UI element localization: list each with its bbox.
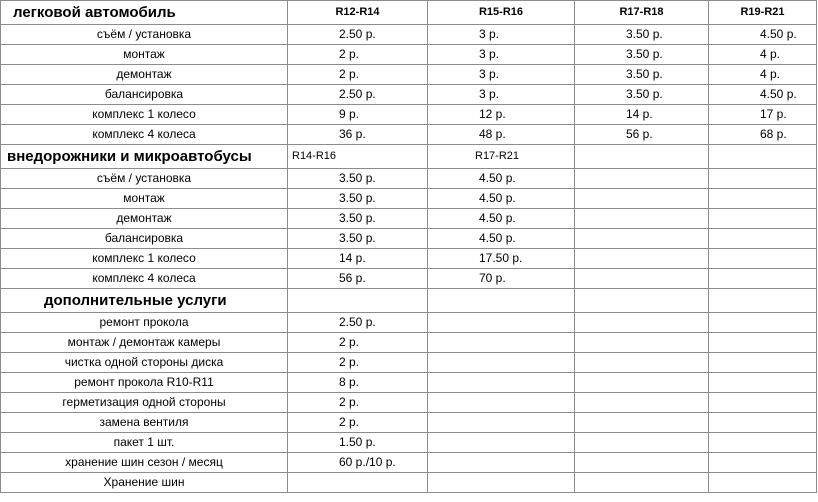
price-cell: 3.50 р.	[288, 229, 428, 249]
empty-cell	[428, 433, 575, 453]
price-cell: 14 р.	[288, 249, 428, 269]
empty-cell	[428, 289, 575, 313]
empty-cell	[428, 453, 575, 473]
empty-cell	[709, 229, 817, 249]
empty-cell	[575, 333, 709, 353]
price-cell: 4 р.	[709, 65, 817, 85]
table-row	[1, 453, 817, 473]
column-header: R17-R21	[428, 145, 575, 169]
empty-cell	[709, 393, 817, 413]
table-row	[1, 473, 817, 493]
table-row	[1, 313, 817, 333]
price-cell: 3.50 р.	[288, 209, 428, 229]
price-cell: 56 р.	[288, 269, 428, 289]
price-cell: 3 р.	[428, 45, 575, 65]
table-row	[1, 85, 817, 105]
empty-cell	[709, 189, 817, 209]
price-cell: 36 р.	[288, 125, 428, 145]
column-header: R14-R16	[288, 145, 428, 169]
empty-cell	[575, 269, 709, 289]
table-row	[1, 249, 817, 269]
table-row	[1, 373, 817, 393]
price-cell: 4.50 р.	[428, 169, 575, 189]
table-row	[1, 65, 817, 85]
price-cell	[288, 473, 428, 493]
table-row	[1, 269, 817, 289]
price-cell: 2 р.	[288, 393, 428, 413]
table-row	[1, 189, 817, 209]
empty-cell	[575, 353, 709, 373]
empty-cell	[428, 373, 575, 393]
table-row	[1, 333, 817, 353]
empty-cell	[428, 313, 575, 333]
empty-cell	[709, 169, 817, 189]
price-cell: 4.50 р.	[709, 85, 817, 105]
price-cell: 2 р.	[288, 333, 428, 353]
empty-cell	[575, 229, 709, 249]
price-cell: 4.50 р.	[428, 209, 575, 229]
empty-cell	[709, 313, 817, 333]
service-name: монтаж	[1, 45, 288, 65]
empty-cell	[709, 249, 817, 269]
empty-cell	[288, 289, 428, 313]
table-row	[1, 229, 817, 249]
empty-cell	[575, 189, 709, 209]
price-cell: 70 р.	[428, 269, 575, 289]
empty-cell	[575, 169, 709, 189]
column-header: R19-R21	[709, 1, 817, 25]
empty-cell	[428, 353, 575, 373]
price-cell: 2 р.	[288, 65, 428, 85]
table-row	[1, 393, 817, 413]
price-cell: 2 р.	[288, 353, 428, 373]
price-cell: 3.50 р.	[575, 25, 709, 45]
empty-cell	[575, 373, 709, 393]
empty-cell	[709, 473, 817, 493]
empty-cell	[428, 393, 575, 413]
price-cell: 60 р./10 р.	[288, 453, 428, 473]
table-row	[1, 353, 817, 373]
empty-cell	[575, 433, 709, 453]
price-cell: 2.50 р.	[288, 25, 428, 45]
price-cell: 9 р.	[288, 105, 428, 125]
service-name: комплекс 4 колеса	[1, 269, 288, 289]
column-header: R17-R18	[575, 1, 709, 25]
service-name: балансировка	[1, 85, 288, 105]
service-name: чистка одной стороны диска	[1, 353, 288, 373]
column-header: R12-R14	[288, 1, 428, 25]
table-row	[1, 125, 817, 145]
price-cell: 3.50 р.	[288, 189, 428, 209]
price-cell: 17 р.	[709, 105, 817, 125]
service-name: пакет 1 шт.	[1, 433, 288, 453]
price-cell: 3.50 р.	[575, 45, 709, 65]
service-name: хранение шин сезон / месяц	[1, 453, 288, 473]
empty-cell	[709, 333, 817, 353]
price-cell: 4.50 р.	[428, 189, 575, 209]
service-name: монтаж	[1, 189, 288, 209]
empty-cell	[428, 333, 575, 353]
service-name: ремонт прокола	[1, 313, 288, 333]
price-cell: 2.50 р.	[288, 85, 428, 105]
price-cell: 3 р.	[428, 85, 575, 105]
price-cell: 48 р.	[428, 125, 575, 145]
service-name: комплекс 1 колесо	[1, 249, 288, 269]
service-name: замена вентиля	[1, 413, 288, 433]
empty-cell	[709, 353, 817, 373]
table-row	[1, 209, 817, 229]
table-row	[1, 25, 817, 45]
column-header: R15-R16	[428, 1, 575, 25]
price-cell: 8 р.	[288, 373, 428, 393]
service-name: комплекс 4 колеса	[1, 125, 288, 145]
price-cell: 56 р.	[575, 125, 709, 145]
table-row	[1, 413, 817, 433]
service-name: ремонт прокола R10-R11	[1, 373, 288, 393]
price-cell: 2 р.	[288, 413, 428, 433]
empty-cell	[575, 453, 709, 473]
price-cell: 12 р.	[428, 105, 575, 125]
empty-cell	[709, 209, 817, 229]
service-name: комплекс 1 колесо	[1, 105, 288, 125]
table-row	[1, 433, 817, 453]
section-header-row	[1, 145, 817, 169]
section-title: легковой автомобиль	[1, 1, 288, 25]
table-row	[1, 105, 817, 125]
empty-cell	[709, 433, 817, 453]
price-cell: 3.50 р.	[575, 85, 709, 105]
service-name: съём / установка	[1, 25, 288, 45]
service-name: демонтаж	[1, 209, 288, 229]
price-cell: 14 р.	[575, 105, 709, 125]
empty-cell	[428, 473, 575, 493]
empty-cell	[428, 413, 575, 433]
price-cell: 2 р.	[288, 45, 428, 65]
section-title: дополнительные услуги	[1, 289, 288, 313]
table-row	[1, 45, 817, 65]
price-cell: 4.50 р.	[428, 229, 575, 249]
empty-cell	[575, 393, 709, 413]
empty-cell	[709, 453, 817, 473]
price-cell: 4 р.	[709, 45, 817, 65]
service-name: съём / установка	[1, 169, 288, 189]
price-cell: 3 р.	[428, 25, 575, 45]
empty-cell	[709, 269, 817, 289]
price-cell: 3.50 р.	[288, 169, 428, 189]
empty-cell	[575, 413, 709, 433]
empty-cell	[575, 289, 709, 313]
empty-cell	[575, 473, 709, 493]
price-cell: 17.50 р.	[428, 249, 575, 269]
service-name: демонтаж	[1, 65, 288, 85]
empty-cell	[709, 413, 817, 433]
section-header-row	[1, 289, 817, 313]
empty-cell	[709, 373, 817, 393]
price-cell: 2.50 р.	[288, 313, 428, 333]
table-row	[1, 169, 817, 189]
empty-cell	[709, 145, 817, 169]
empty-cell	[575, 145, 709, 169]
empty-cell	[575, 313, 709, 333]
price-cell: 1.50 р.	[288, 433, 428, 453]
service-name: балансировка	[1, 229, 288, 249]
empty-cell	[575, 249, 709, 269]
section-title: внедорожники и микроавтобусы	[1, 145, 288, 169]
empty-cell	[709, 289, 817, 313]
service-name: монтаж / демонтаж камеры	[1, 333, 288, 353]
price-cell: 3.50 р.	[575, 65, 709, 85]
price-cell: 3 р.	[428, 65, 575, 85]
service-name: герметизация одной стороны	[1, 393, 288, 413]
service-name: Хранение шин	[1, 473, 288, 493]
price-cell: 68 р.	[709, 125, 817, 145]
empty-cell	[575, 209, 709, 229]
price-cell: 4.50 р.	[709, 25, 817, 45]
section-header-row	[1, 1, 817, 25]
